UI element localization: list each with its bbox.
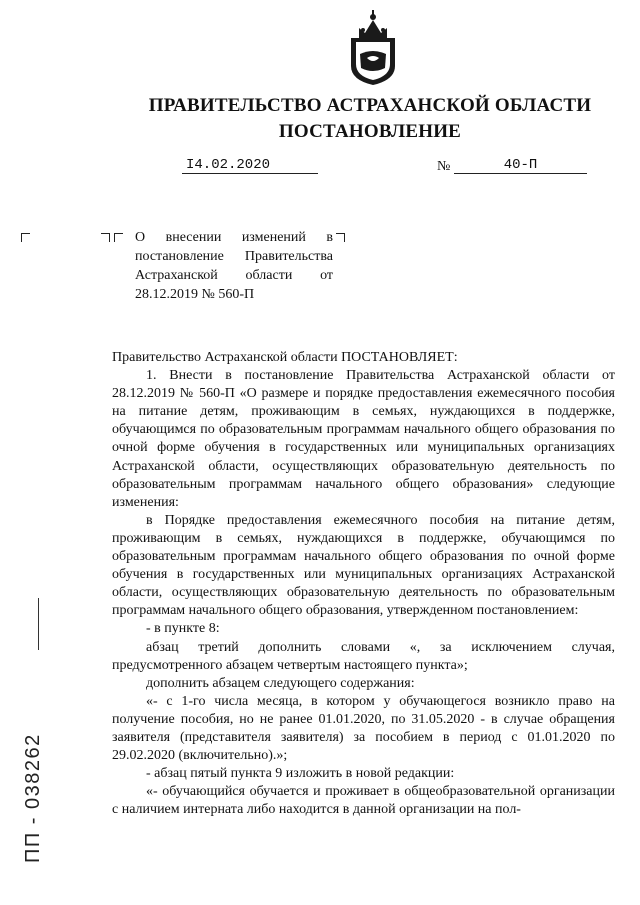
- paragraph: 1. Внести в постановление Правительства Астраханской области от 28.12.2019 № 560-П «О размере и порядке предоставления ежемесячного пособия на питание детям, проживающим в семьях, нуждающихся в поддержке, обучающимся по образовательным программам начального общего образования по очной форме обучения в государственных или муниципальных организациях Астраханской области, осуществляющих образовательную деятельность по образовательным программам начального общего образования» следующие изменения:: [112, 368, 615, 510]
- lead-paragraph: Правительство Астраханской области ПОСТАНОВЛЯЕТ:: [112, 350, 458, 365]
- document-number: 40-П: [454, 157, 587, 174]
- corner-mark-subject-right: [336, 233, 345, 242]
- margin-serial-code: ПП - 038262: [22, 733, 44, 863]
- government-title: ПРАВИТЕЛЬСТВО АСТРАХАНСКОЙ ОБЛАСТИ: [148, 95, 592, 116]
- document-subject: О внесении изменений в постановление Правительства Астраханской области от 28.12.2019 № 560-П: [135, 230, 333, 302]
- margin-line: [38, 598, 39, 650]
- paragraph: - абзац пятый пункта 9 изложить в новой редакции:: [146, 766, 455, 782]
- number-label: №: [437, 159, 451, 174]
- paragraph: «- обучающийся обучается и проживает в общеобразовательной организации с наличием интерната либо находится в данной организации на пол-: [112, 784, 615, 818]
- corner-mark-subject-left-b: [114, 233, 123, 242]
- paragraph: - в пункте 8:: [146, 621, 220, 637]
- coat-of-arms-icon: [345, 8, 401, 86]
- paragraph: в Порядке предоставления ежемесячного пособия на питание детям, проживающим в семьях, нуждающихся в поддержке, обучающимся по образовательным программам начального общего образования по очной форме обучения в государственных или муниципальных организациях Астраханской области, осуществляющих образовательную деятельность по образовательным программам начального общего образования, утвержденном постановлением:: [112, 512, 615, 619]
- document-date: I4.02.2020: [182, 157, 318, 174]
- corner-mark-left: [21, 233, 30, 242]
- corner-mark-subject-left-a: [101, 233, 110, 242]
- paragraph: абзац третий дополнить словами «, за исключением случая, предусмотренного абзацем четвертым настоящего пункта»;: [112, 639, 615, 673]
- document-type: ПОСТАНОВЛЕНИЕ: [278, 121, 462, 142]
- document-body: [112, 349, 615, 819]
- paragraph: «- с 1-го числа месяца, в котором у обучающегося возникло право на получение пособия, но не ранее 01.01.2020, по 31.05.2020 - в случае обращения заявителя (представителя заявителя) за пособием в период с 01.01.2020 по 29.02.2020 (включительно).»;: [112, 693, 615, 764]
- paragraph: дополнить абзацем следующего содержания:: [146, 675, 415, 691]
